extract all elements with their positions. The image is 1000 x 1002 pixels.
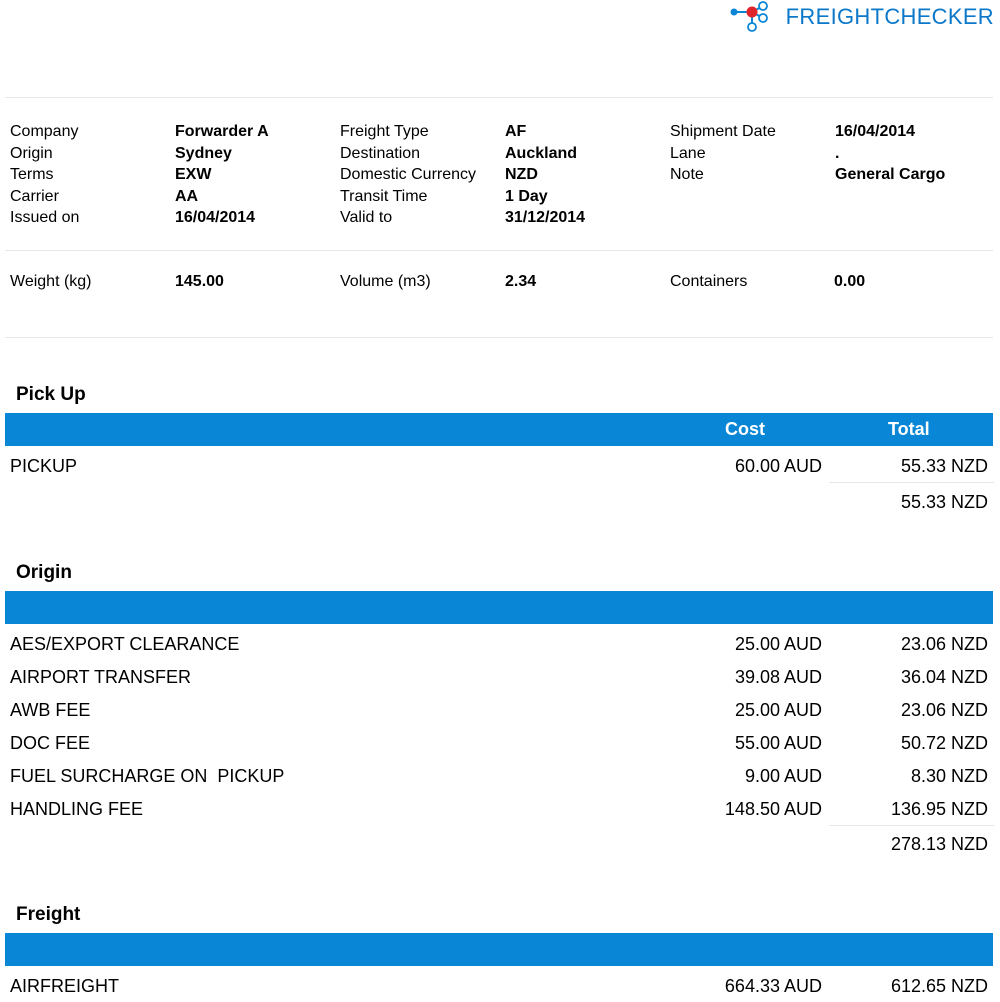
line-total: 612.65 NZD: [890, 976, 988, 996]
line-cost: 9.00 AUD: [744, 766, 822, 786]
line-total: 55.33 NZD: [900, 456, 988, 476]
origin-subtotal: 278.13 NZD: [890, 834, 988, 854]
line-cost: 148.50 AUD: [724, 799, 822, 819]
origin-value: Sydney: [175, 144, 232, 162]
terms-label: Terms: [10, 166, 54, 184]
freight-type-value: AF: [505, 123, 527, 140]
origin-section-title: Origin: [16, 562, 72, 583]
note-value: General Cargo: [835, 166, 946, 184]
transit-time-value: 1 Day: [505, 187, 548, 205]
company-value: Forwarder A: [175, 123, 269, 140]
issued-on-value: 16/04/2014: [175, 209, 256, 227]
cost-header: Cost: [725, 419, 765, 439]
transit-time-label: Transit Time: [340, 187, 428, 205]
line-cost: 25.00 AUD: [734, 634, 822, 654]
shipment-info: [10, 121, 990, 229]
table-row: [0, 694, 1000, 726]
line-description: PICKUP: [10, 456, 78, 476]
freight-type-label: Freight Type: [340, 123, 429, 140]
valid-to-value: 31/12/2014: [505, 209, 586, 227]
table-row: [0, 727, 1000, 759]
valid-to-label: Valid to: [340, 209, 393, 227]
info-row: [10, 121, 990, 143]
table-row: [0, 760, 1000, 792]
divider: [5, 337, 993, 338]
weight-label: Weight (kg): [10, 273, 92, 290]
line-total: 50.72 NZD: [900, 733, 988, 753]
brand-name: FREIGHTCHECKER: [785, 4, 994, 29]
divider: [5, 250, 993, 251]
line-cost: 39.08 AUD: [734, 667, 822, 687]
pickup-header-bar: [5, 413, 993, 446]
freight-section-title: Freight: [16, 904, 81, 925]
freight-header-bar: [5, 933, 993, 966]
molecule-logo-icon: [730, 1, 780, 33]
shipment-date-label: Shipment Date: [670, 123, 776, 140]
info-row: [10, 207, 990, 229]
total-header: Total: [888, 419, 930, 439]
destination-label: Destination: [340, 144, 421, 162]
line-cost: 60.00 AUD: [734, 456, 822, 476]
table-row: [0, 450, 1000, 482]
info-row: [10, 164, 990, 186]
containers-label: Containers: [670, 273, 748, 290]
line-description: HANDLING FEE: [10, 799, 144, 819]
origin-header-bar: [5, 591, 993, 624]
info-row: [10, 186, 990, 208]
lane-value: .: [835, 144, 840, 162]
line-total: 8.30 NZD: [910, 766, 988, 786]
line-cost: 55.00 AUD: [734, 733, 822, 753]
line-cost: 664.33 AUD: [724, 976, 822, 996]
line-cost: 25.00 AUD: [734, 700, 822, 720]
line-description: DOC FEE: [10, 733, 91, 753]
line-description: AIRPORT TRANSFER: [10, 667, 192, 687]
carrier-label: Carrier: [10, 187, 59, 205]
line-description: FUEL SURCHARGE ON PICKUP: [10, 766, 285, 786]
volume-value: 2.34: [505, 273, 537, 290]
subtotal-divider: [829, 825, 994, 826]
pickup-subtotal: 55.33 NZD: [900, 492, 988, 512]
line-total: 23.06 NZD: [900, 700, 988, 720]
volume-label: Volume (m3): [340, 273, 431, 290]
table-row: [0, 970, 1000, 1002]
table-row: [0, 661, 1000, 693]
note-label: Note: [670, 166, 704, 184]
lane-label: Lane: [670, 144, 706, 162]
brand-logo: [730, 0, 994, 34]
divider: [5, 97, 993, 98]
table-row: [0, 793, 1000, 825]
shipment-date-value: 16/04/2014: [835, 123, 916, 140]
subtotal-divider: [829, 482, 994, 483]
line-description: AES/EXPORT CLEARANCE: [10, 634, 240, 654]
domestic-currency-label: Domestic Currency: [340, 166, 477, 184]
carrier-value: AA: [175, 187, 199, 205]
containers-value: 0.00: [834, 273, 866, 290]
pickup-section-title: Pick Up: [16, 384, 86, 405]
company-label: Company: [10, 123, 79, 140]
destination-value: Auckland: [505, 144, 578, 162]
table-row: [0, 628, 1000, 660]
line-total: 136.95 NZD: [890, 799, 988, 819]
line-description: AWB FEE: [10, 700, 91, 720]
info-row: [10, 143, 990, 165]
domestic-currency-value: NZD: [505, 166, 538, 184]
weight-value: 145.00: [175, 273, 224, 290]
line-total: 36.04 NZD: [900, 667, 988, 687]
terms-value: EXW: [175, 166, 212, 184]
line-total: 23.06 NZD: [900, 634, 988, 654]
line-description: AIRFREIGHT: [10, 976, 120, 996]
issued-on-label: Issued on: [10, 209, 80, 227]
origin-label: Origin: [10, 144, 53, 162]
